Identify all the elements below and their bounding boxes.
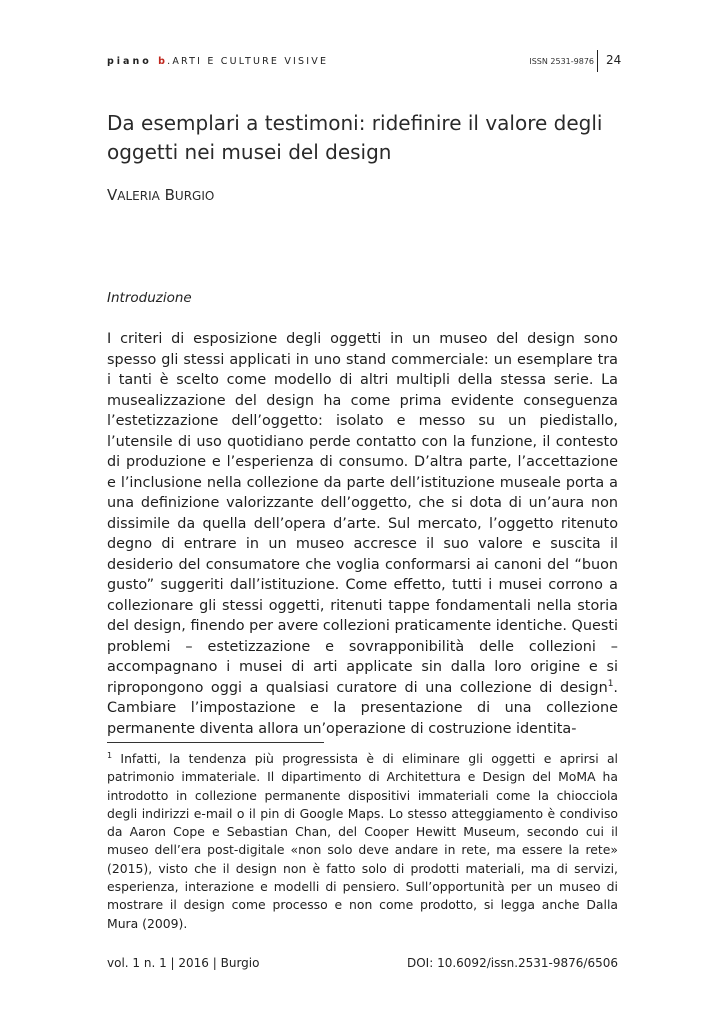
author-last-initial: B xyxy=(164,186,175,204)
author-last-rest: URGIO xyxy=(174,189,215,203)
author-name xyxy=(107,186,214,204)
issn: ISSN 2531-9876 xyxy=(529,57,594,66)
footer-doi[interactable]: DOI: 10.6092/issn.2531-9876/6506 xyxy=(407,956,618,970)
footnote xyxy=(107,750,618,933)
footnote-separator xyxy=(107,742,324,743)
journal-name: piano xyxy=(107,56,159,67)
header-divider xyxy=(597,50,598,72)
author-first-initial: V xyxy=(107,186,118,204)
journal-brand xyxy=(107,56,328,67)
body-text-part-2: . Cambiare l’impostazione e la presentazione di una collezione permanente diventa allora un’operazione di costruzione identita- xyxy=(107,679,618,737)
body-text-part-1: I criteri di esposizione degli oggetti in un museo del design sono spesso gli stessi applicati in uno stand commerciale: un esemplare tra i tanti è scelto come modello di altri multipli della stessa serie. La musealizzazione del design ha come prima evidente conseguenza l’estetizzazione dell’oggetto: isolato e messo su un piedistallo, l’utensile di uso quotidiano perde contatto con la funzione, il contesto di produzione e l’esperienza di consumo. D’altra parte, l’accettazione e l’inclusione nella collezione da parte dell’istituzione museale porta a una definizione valorizzante dell’oggetto, che si dota di un’aura non dissimile da quella dell’opera d’arte. Sul mercato, l’oggetto ritenuto degno di entrare in un museo accresce il suo valore e suscita il desiderio del consumatore che voglia conformarsi ai canoni del “buon gusto” suggeriti dall’istituzione. Come effetto, tutti i musei corrono a collezionare gli stessi oggetti, ritenuti tappe fondamentali nella storia del design, finendo per avere collezioni praticamente identiche. Questi problemi – estetizzazione e sovrapponibilità delle collezioni – accompagnano i musei di arti applicate sin dalla loro origine e si ripropongono oggi a qualsiasi curatore di una collezione di design xyxy=(107,331,618,696)
page-number: 24 xyxy=(606,53,622,67)
footer-citation: vol. 1 n. 1 | 2016 | Burgio xyxy=(107,956,260,970)
footnote-number: 1 xyxy=(107,750,113,760)
journal-subtitle: .ARTI E CULTURE VISIVE xyxy=(167,56,329,67)
footnote-reference[interactable]: 1 xyxy=(607,678,614,689)
article-title: Da esemplari a testimoni: ridefinire il valore degli oggetti nei musei del design xyxy=(107,111,603,164)
footnote-text: Infatti, la tendenza più progressista è di eliminare gli oggetti e aprirsi al patrimonio immateriale. Il dipartimento di Architettura e Design del MoMA ha introdotto in collezione permanente dispositivi immateriali come la chiocciola degli indirizzi e-mail o il pin di Google Maps. Lo stesso atteggiamento è condiviso da Aaron Cope e Sebastian Chan, del Cooper Hewitt Museum, secondo cui il museo dell’era post-digitale «non solo deve andare in rete, ma essere la rete» (2015), visto che il design non è fatto solo di prodotti materiali, ma di servizi, esperienza, interazione e modelli di pensiero. Sull’opportunità per un museo di mostrare il design come processo e non come prodotto, si legga anche Dalla Mura (2009). xyxy=(107,751,618,931)
body-paragraph xyxy=(107,329,618,739)
section-heading: Introduzione xyxy=(107,290,192,306)
author-first-rest: ALERIA xyxy=(117,189,160,203)
journal-name-accent: b xyxy=(158,56,168,67)
